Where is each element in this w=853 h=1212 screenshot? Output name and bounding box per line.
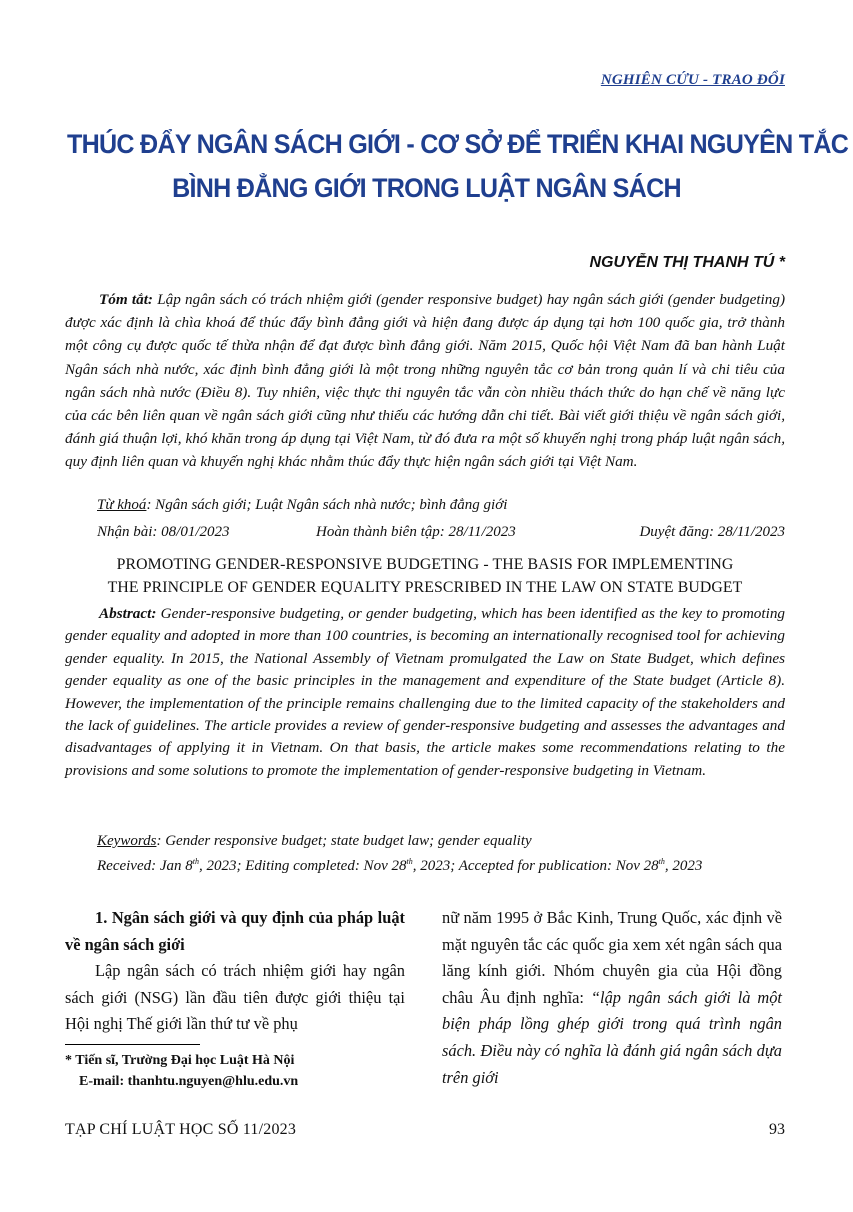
ordinal-suffix: th xyxy=(658,857,665,866)
date-approved: Duyệt đăng: 28/11/2023 xyxy=(639,524,785,540)
date-edited: Hoàn thành biên tập: 28/11/2023 xyxy=(316,524,516,540)
abstract-en-label: Abstract: xyxy=(99,605,157,622)
title-line-1: THÚC ĐẨY NGÂN SÁCH GIỚI - CƠ SỞ ĐỂ TRIỂN KHAI NGUYÊN TẮC xyxy=(67,129,849,159)
abstract-en-text: Gender-responsive budgeting, or gender budgeting, which has been identified as the key to promoting gender equality and adopted in more than 100 countries, is becoming an internationally recognised tool for achieving gender equality. In 2015, the National Assembly of Vietnam promulgated the Law on State Budget, which defines gender equality as one of the basic principles in the management and expenditure of the State budget (Article 8). However, the implementation of the principle remains challenging due to the limited capacity of the stakeholders and the lack of guidelines. The article provides a review of gender-responsive budgeting and assesses the advantages and disadvantages of applying it in Vietnam. On that basis, the article makes some recommendations relating to the provisions and some solutions to promote the implementation of gender-responsive budgeting in Vietnam. xyxy=(65,605,786,779)
body-paragraph-continued: nữ năm 1995 ở Bắc Kinh, Trung Quốc, xác định về mặt nguyên tắc các quốc gia xem xét ngân sách qua lăng kính giới. Nhóm chuyên gia của Hội đồng châu Âu định nghĩa: xyxy=(442,908,782,1007)
keywords-en-label: Keywords xyxy=(97,833,157,849)
received-part: Received: Jan 8 xyxy=(97,858,193,874)
footnote-divider xyxy=(65,1044,200,1045)
year-part: , 2023 xyxy=(664,858,703,874)
accepted-part: , 2023; Accepted for publication: Nov 28 xyxy=(412,858,659,874)
ordinal-suffix: th xyxy=(192,857,200,866)
keywords-vi-label: Từ khoá xyxy=(97,497,147,513)
abstract-vi-label: Tóm tắt: xyxy=(99,291,153,308)
footnote-affiliation: * Tiến sĩ, Trường Đại học Luật Hà Nội xyxy=(65,1053,295,1068)
definition-quote: “lập ngân sách giới là một biện pháp lồng ghép giới trong quá trình ngân sách. Điều này có nghĩa là đánh giá ngân sách dựa trên giới xyxy=(442,987,782,1087)
keywords-vietnamese xyxy=(97,497,507,514)
abstract-vietnamese xyxy=(65,288,785,474)
section-tag: NGHIÊN CỨU - TRAO ĐỔI xyxy=(600,72,785,88)
date-received: Nhận bài: 08/01/2023 xyxy=(97,524,230,540)
english-title xyxy=(65,553,785,599)
edited-part: , 2023; Editing completed: Nov 28 xyxy=(199,858,407,874)
ordinal-suffix: th xyxy=(406,857,413,866)
author-footnote xyxy=(65,1050,298,1092)
english-title-line-1: PROMOTING GENDER-RESPONSIVE BUDGETING - THE BASIS FOR IMPLEMENTING xyxy=(116,556,734,573)
section-heading: 1. Ngân sách giới và quy định của pháp luật về ngân sách giới xyxy=(65,908,405,954)
english-title-line-2: THE PRINCIPLE OF GENDER EQUALITY PRESCRIBED IN THE LAW ON STATE BUDGET xyxy=(107,579,743,596)
page-number: 93 xyxy=(769,1121,785,1138)
body-paragraph: Lập ngân sách có trách nhiệm giới hay ngân sách giới (NSG) lần đầu tiên được giới thiệu tại Hội nghị Thế giới lần thứ tư về phụ xyxy=(65,961,405,1034)
keywords-english xyxy=(97,833,532,850)
footnote-email: E-mail: thanhtu.nguyen@hlu.edu.vn xyxy=(79,1074,299,1089)
received-dates-english xyxy=(97,857,702,875)
journal-footer: TẠP CHÍ LUẬT HỌC SỐ 11/2023 xyxy=(65,1121,297,1138)
abstract-english xyxy=(65,603,785,782)
article-title xyxy=(67,122,849,210)
keywords-en-text: : Gender responsive budget; state budget law; gender equality xyxy=(156,833,532,849)
body-column-left xyxy=(65,905,405,1038)
abstract-vi-text: Lập ngân sách có trách nhiệm giới (gender responsive budget) hay ngân sách giới (gender budgeting) được xác định là chìa khoá để thúc đẩy bình đẳng giới và hiện đang được áp dụng tại hơn 100 quốc gia, trở thành một công cụ được quốc tế thừa nhận để đạt được bình đẳng giới. Năm 2015, Quốc hội Việt Nam đã ban hành Luật Ngân sách nhà nước, xác định bình đẳng giới là một trong những nguyên tắc cơ bản trong quản lí và chi tiêu của ngân sách nhà nước (Điều 8). Tuy nhiên, việc thực thi nguyên tắc vẫn còn nhiều thách thức do hạn chế về năng lực của các bên liên quan về ngân sách giới cũng như thiếu các hướng dẫn chi tiết. Bài viết giới thiệu về ngân sách giới, đánh giá thuận lợi, khó khăn trong áp dụng tại Việt Nam, từ đó đưa ra một số khuyến nghị trong pháp luật ngân sách, quy định liên quan và khuyến nghị khác nhằm thúc đẩy thực hiện ngân sách giới tại Việt Nam. xyxy=(65,291,786,471)
body-column-right xyxy=(442,905,782,1091)
author-name: NGUYỄN THỊ THANH TÚ * xyxy=(589,254,785,271)
title-line-2: BÌNH ĐẲNG GIỚI TRONG LUẬT NGÂN SÁCH xyxy=(172,173,681,203)
keywords-vi-text: : Ngân sách giới; Luật Ngân sách nhà nước; bình đẳng giới xyxy=(146,497,508,513)
